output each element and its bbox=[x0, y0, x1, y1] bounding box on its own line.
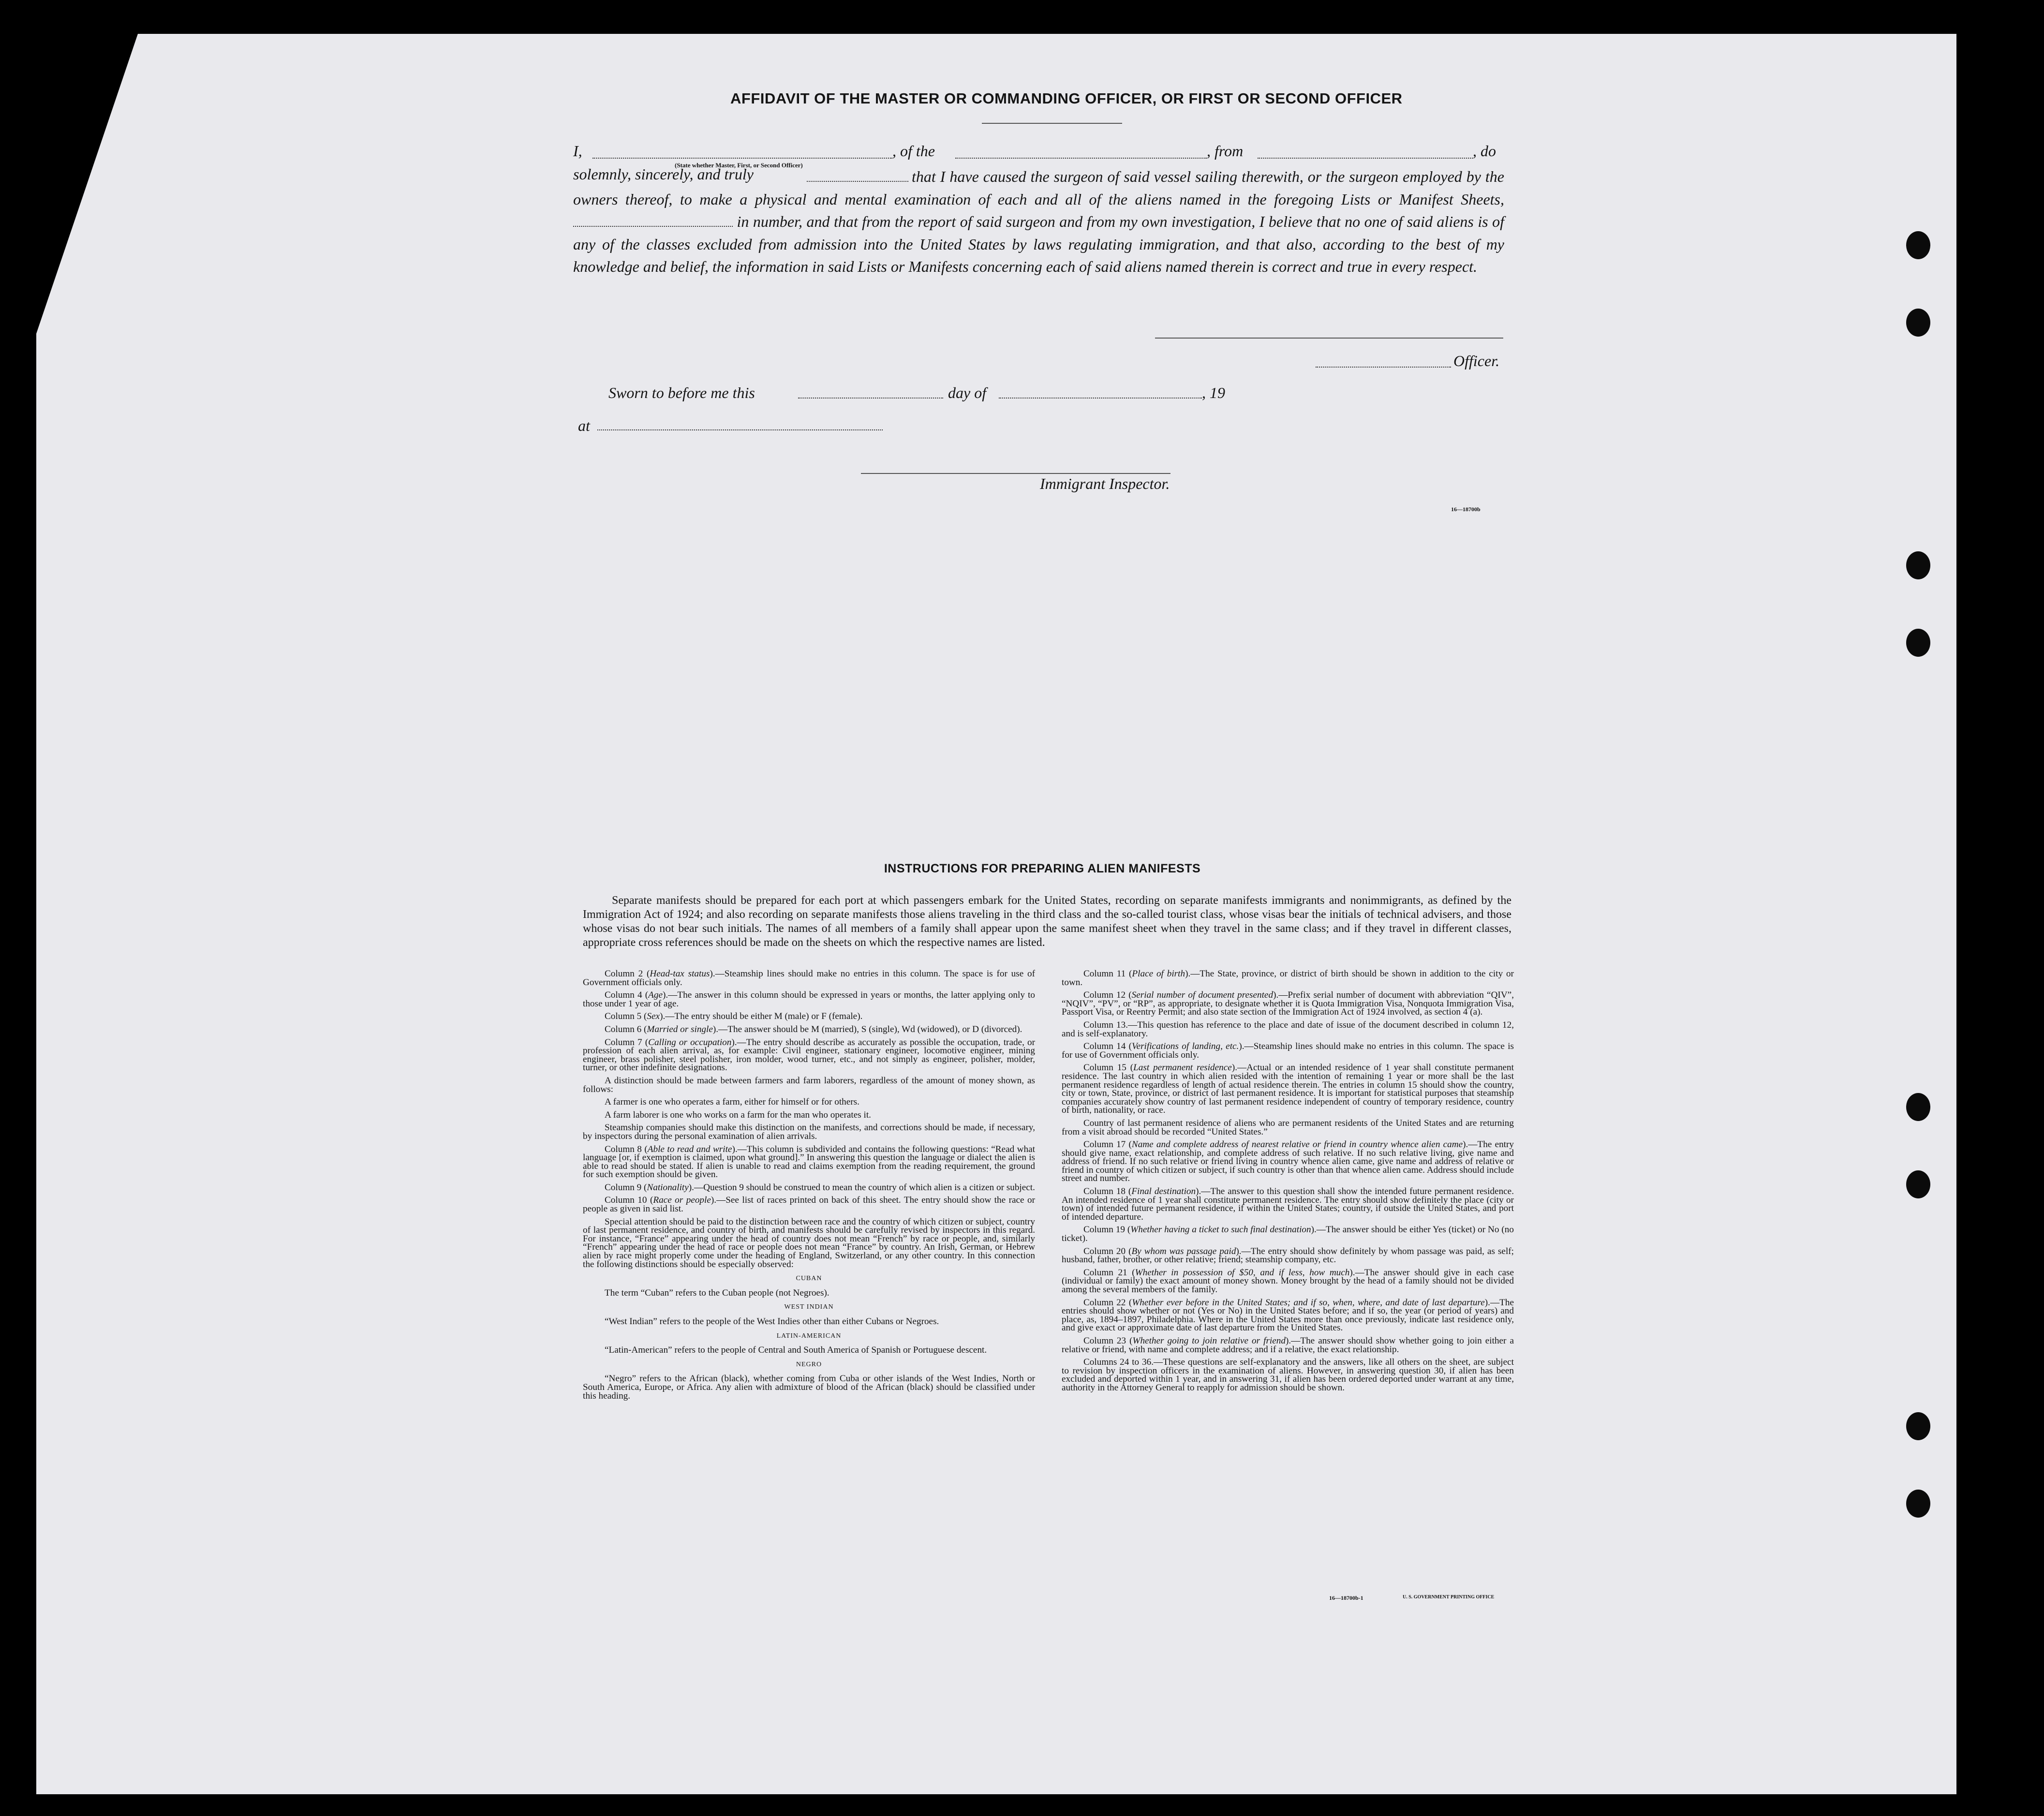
binder-hole bbox=[1906, 551, 1930, 579]
column-lead: Column 21 ( bbox=[1083, 1267, 1135, 1278]
instructions-title: INSTRUCTIONS FOR PREPARING ALIEN MANIFESTS bbox=[884, 862, 1201, 875]
column-text: ).—The answer to this question shall show the intended future permanent residence. An intended residence of 1 year shall constitute permanent residence. The entry should show definitely the place (city or town) of intended future permanent residence, if within the United States; country, if outside the United States, and port of intended departure. bbox=[1062, 1186, 1514, 1222]
instruction-paragraph bbox=[583, 970, 1035, 987]
sworn-text: Sworn to before me this bbox=[608, 384, 755, 401]
instruction-paragraph bbox=[583, 1123, 1035, 1140]
column-term: Serial number of document presented bbox=[1131, 990, 1274, 1001]
column-lead: Column 6 ( bbox=[605, 1024, 647, 1034]
instruction-paragraph bbox=[583, 1183, 1035, 1192]
column-term: Whether in possession of $50, and if less, how much bbox=[1135, 1267, 1350, 1278]
instruction-paragraph bbox=[1062, 1119, 1514, 1136]
instruction-paragraph bbox=[1062, 1358, 1514, 1392]
column-term: Nationality bbox=[647, 1182, 689, 1193]
column-text: ).—Steamship lines should make no entries in this column. The space is for use of Government officials only. bbox=[1062, 1041, 1514, 1060]
column-text: Steamship companies should make this distinction on the manifests, and corrections should be made, if necessary, by inspectors during the personal examination of alien arrivals. bbox=[583, 1122, 1035, 1141]
column-lead: Column 11 ( bbox=[1083, 969, 1132, 979]
column-text: A distinction should be made between farmers and farm laborers, regardless of the amount of money shown, as follows: bbox=[583, 1075, 1035, 1094]
instruction-paragraph bbox=[583, 1145, 1035, 1179]
column-term: Whether ever before in the United States; and if so, when, where, and date of last departure bbox=[1132, 1297, 1485, 1308]
column-text: —These questions are self-explanatory and the answers, like all others on the sheet, are subject to revision by inspection officers in the examination of aliens. However, in answering question 30, if alien has been excluded and deported within 1 year, and in answering 31, if alien has been ordered deported under warrant at any time, authority in the Attorney General to reapply for admission should be shown. bbox=[1062, 1357, 1514, 1393]
instruction-paragraph bbox=[583, 1012, 1035, 1021]
column-lead: Column 22 ( bbox=[1083, 1297, 1132, 1308]
column-term: Sex bbox=[647, 1011, 660, 1022]
column-lead: Column 9 ( bbox=[605, 1182, 647, 1193]
race-heading: NEGRO bbox=[796, 1360, 822, 1368]
column-text: ).—Actual or an intended residence of 1 year shall constitute permanent residence. The last country in which alien resided with the intention of remaining 1 year or more shall be the last permanent residence regardless of length of actual residence therein. The entries in column 15 should show the country, city or town, State, province, or district of last permanent residence. It is important for statistical purposes that steamship companies accurately show country of last permanent residence independent of country of temporary residence, country of birth, nationality, or race. bbox=[1062, 1063, 1514, 1116]
column-term: By whom was passage paid bbox=[1131, 1246, 1236, 1256]
column-term: Verifications of landing, etc. bbox=[1131, 1041, 1239, 1052]
column-lead: Column 23 ( bbox=[1083, 1335, 1133, 1346]
column-term: Able to read and write bbox=[647, 1144, 732, 1154]
instruction-paragraph bbox=[1062, 1247, 1514, 1264]
instruction-paragraph bbox=[1062, 970, 1514, 987]
column-term: Name and complete address of nearest relative or friend in country whence alien came bbox=[1131, 1139, 1463, 1150]
binder-hole bbox=[1906, 1170, 1930, 1198]
inspector-signature-line bbox=[861, 473, 1170, 474]
race-definition: “West Indian” refers to the people of the West Indies other than either Cubans or Negroes. bbox=[605, 1316, 939, 1327]
column-text: ).—The entry should be either M (male) or F (female). bbox=[660, 1011, 863, 1022]
binder-hole bbox=[1906, 629, 1930, 657]
binder-hole bbox=[1906, 309, 1930, 337]
officer-rank-blank bbox=[592, 158, 892, 159]
instruction-paragraph bbox=[583, 1111, 1035, 1120]
column-text: A farm laborer is one who works on a farm for the man who operates it. bbox=[605, 1109, 871, 1120]
sworn-place-blank bbox=[597, 429, 883, 430]
affidavit-body-part2: that I have caused the surgeon of said vessel sailing therewith, or the surgeon employed by the owners thereof, to make a physical and mental examination of each and all of the aliens named in the foregoing Lists or Manifest Sheets, bbox=[573, 168, 1504, 208]
column-lead: Column 5 ( bbox=[605, 1011, 647, 1022]
column-term: Race or people bbox=[653, 1195, 711, 1206]
sheet-count-blank bbox=[573, 214, 733, 227]
column-lead: Column 20 ( bbox=[1083, 1246, 1132, 1256]
instruction-paragraph bbox=[583, 1218, 1035, 1269]
column-text: ).—Steamship lines should make no entries in this column. The space is for use of Government officials only. bbox=[583, 969, 1035, 988]
column-term: Place of birth bbox=[1132, 969, 1185, 979]
state-whether-note: (State whether Master, First, or Second Officer) bbox=[675, 162, 803, 169]
column-text: ).—The entry should show definitely by whom passage was paid, as self; husband, father, brother, or other relative; friend; steamship company, etc. bbox=[1062, 1246, 1514, 1265]
column-term: Calling or occupation bbox=[648, 1037, 732, 1048]
column-text: ).—Question 9 should be construed to mean the country of which alien is a citizen or subject. bbox=[688, 1182, 1035, 1193]
race-heading: LATIN-AMERICAN bbox=[776, 1332, 842, 1340]
instruction-paragraph bbox=[583, 1077, 1035, 1093]
column-lead: Column 8 ( bbox=[605, 1144, 648, 1154]
column-term: Married or single bbox=[647, 1024, 713, 1034]
instruction-paragraph bbox=[583, 1098, 1035, 1107]
column-text: ).—The entries should show whether or not (Yes or No) in the United States before; and if so, the year (or period of years) and place, as, 1894–1897, Philadelphia. Where in the United States more than once previously, indicate last residence only, and give exact or approximate date of last departure from the United States. bbox=[1062, 1297, 1514, 1333]
column-lead: Column 17 ( bbox=[1083, 1139, 1132, 1150]
column-lead: Column 4 ( bbox=[605, 990, 649, 1001]
affidavit-i-label: I, bbox=[573, 142, 582, 160]
instructions-footer-code: 16—18700b-1 bbox=[1329, 1595, 1363, 1601]
column-lead: Column 10 ( bbox=[605, 1195, 653, 1206]
instructions-intro: Separate manifests should be prepared for each port at which passengers embark for the United States, recording on separate manifests immigrants and nonimmigrants, as defined by the Immigration Act of 1924; and also recording on separate manifests those aliens traveling in the third class and the so-called tourist class, whose visas bear the initials of technical advisers, and those whose visas do not bear such initials. The names of all members of a family shall appear upon the same manifest sheet when they travel in the same class; and if they travel in different classes, appropriate cross references should be made on the sheets on which the respective names are listed. bbox=[583, 894, 1511, 949]
column-text: ).—This column is subdivided and contains the following questions: “Read what language [or, if exemption is claimed, upon what ground].” In answering this question the language or dialect the alien is able to read should be stated. If alien is unable to read and claims exemption from the reading requirement, the ground for such exemption should be given. bbox=[583, 1144, 1035, 1180]
instruction-paragraph bbox=[583, 1025, 1035, 1034]
solemnly-text: solemnly, sincerely, and truly bbox=[573, 165, 754, 183]
instruction-paragraph bbox=[1062, 1021, 1514, 1038]
officer-signature-line bbox=[1155, 338, 1503, 339]
instruction-paragraph bbox=[1062, 1269, 1514, 1294]
year-prefix: , 19 bbox=[1202, 384, 1225, 401]
do-label: , do bbox=[1473, 142, 1496, 160]
column-text: —This question has reference to the place and date of issue of the document described in column 12, and is self-explanatory. bbox=[1062, 1019, 1514, 1039]
officer-title-blank bbox=[1316, 367, 1451, 368]
day-of-label: day of bbox=[948, 384, 987, 401]
inspector-label: Immigrant Inspector. bbox=[1040, 475, 1170, 492]
column-lead: Column 13. bbox=[1083, 1019, 1128, 1030]
column-lead: Column 7 ( bbox=[605, 1037, 649, 1048]
instruction-paragraph bbox=[1062, 1299, 1514, 1332]
column-text: Special attention should be paid to the distinction between race and the country of which citizen or subject, country of last permanent residence, and country of birth, and manifests should be carefully revised by inspectors in this regard. For instance, “France” appearing under the head of country does not mean “French” by race or people, and, similarly “French” appearing under the head of race or people does not mean “France” by country. An Irish, German, or Hebrew alien by race might properly come under the heading of England, Switzerland, or any other country. In this connection the following distinctions should be especially observed: bbox=[583, 1216, 1035, 1270]
race-definition: “Negro” refers to the African (black), whether coming from Cuba or other islands of the West Indies, North or South America, Europe, or Africa. Any alien with admixture of blood of the African (black) should be classified under this heading. bbox=[583, 1373, 1035, 1401]
column-text: A farmer is one who operates a farm, either for himself or for others. bbox=[605, 1097, 859, 1107]
at-label: at bbox=[578, 417, 590, 434]
instruction-paragraph bbox=[1062, 1187, 1514, 1221]
column-text: ).—The answer should give in each case (individual or family) the exact amount of money shown. Money brought by the head of a family should not be divided among the several members of the family. bbox=[1062, 1267, 1514, 1295]
affidavit-body bbox=[573, 165, 1504, 278]
race-definition: “Latin-American” refers to the people of Central and South America of Spanish or Portuguese descent. bbox=[605, 1345, 987, 1356]
column-lead: Column 19 ( bbox=[1083, 1225, 1131, 1235]
column-lead: Column 14 ( bbox=[1083, 1041, 1132, 1052]
instruction-paragraph bbox=[1062, 1337, 1514, 1354]
binder-hole bbox=[1906, 1412, 1930, 1440]
officer-label: Officer. bbox=[1453, 352, 1500, 369]
column-term: Age bbox=[648, 990, 663, 1001]
column-text: ).—The entry should describe as accurately as possible the occupation, trade, or profession of each alien arrival, as, for example: Civil engineer, stationary engineer, locomotive engineer, mining engineer, brass polisher, steel polisher, iron molder, wood turner, etc., and not simply as engineer, polisher, molder, turner, or other indefinite designations. bbox=[583, 1037, 1036, 1073]
binder-hole bbox=[1906, 1490, 1930, 1518]
affidavit-form-code: 16—18700b bbox=[1451, 506, 1481, 513]
affidavit-body-part3: in number, and that from the report of said surgeon and from my own investigation, I believe that no one of said aliens is of any of the classes excluded from admission into the United States by laws regulating immigration, and that also, according to the best of my knowledge and belief, the information in said Lists or Manifests concerning each of said aliens named therein is correct and true in every respect. bbox=[573, 213, 1505, 275]
column-term: Head-tax status bbox=[650, 969, 710, 979]
column-text: ).—Prefix serial number of document with abbreviation “QIV”, “NQIV”, “PV”, or “RP”, as appropriate, to designate whether it is Quota Immigration Visa, Nonquota Immigration Visa, Passport Visa, or Reentry Permit; and also state section of the Immigration Act of 1924 involved, as section 4 (a). bbox=[1062, 990, 1514, 1018]
column-term: Whether going to join relative or friend bbox=[1132, 1335, 1286, 1346]
column-lead: Column 12 ( bbox=[1083, 990, 1132, 1001]
column-text: ).—The State, province, or district of birth should be shown in addition to the city or town. bbox=[1062, 969, 1514, 988]
instruction-paragraph bbox=[583, 1196, 1035, 1213]
column-term: Last permanent residence bbox=[1133, 1063, 1232, 1073]
printer-imprint: U. S. GOVERNMENT PRINTING OFFICE bbox=[1403, 1595, 1495, 1600]
race-heading: WEST INDIAN bbox=[784, 1303, 834, 1311]
instructions-right-column bbox=[1062, 970, 1514, 1397]
instruction-paragraph bbox=[1062, 1140, 1514, 1183]
column-lead: Column 18 ( bbox=[1083, 1186, 1132, 1197]
instruction-paragraph bbox=[583, 991, 1035, 1008]
title-underline bbox=[982, 123, 1122, 124]
instruction-paragraph bbox=[1062, 1042, 1514, 1059]
column-text: Country of last permanent residence of aliens who are permanent residents of the United States and are returning from a visit abroad should be recorded “United States.” bbox=[1062, 1118, 1514, 1137]
instruction-paragraph bbox=[1062, 991, 1514, 1017]
column-lead: Column 2 ( bbox=[605, 969, 650, 979]
sworn-day-blank bbox=[798, 398, 943, 399]
sworn-month-blank bbox=[999, 398, 1202, 399]
column-lead: Columns 24 to 36. bbox=[1083, 1357, 1154, 1368]
column-text: ).—The answer should be M (married), S (single), Wd (widowed), or D (divorced). bbox=[712, 1024, 1022, 1034]
column-lead: Column 15 ( bbox=[1083, 1063, 1134, 1073]
column-text: ).—The answer should show whether going to join either a relative or friend, with name and complete address; and if a relative, the exact relationship. bbox=[1062, 1335, 1514, 1355]
from-label: , from bbox=[1207, 142, 1244, 160]
column-text: ).—The answer in this column should be expressed in years or months, the latter applying only to those under 1 year of age. bbox=[583, 990, 1035, 1009]
column-term: Final destination bbox=[1131, 1186, 1196, 1197]
column-text: ).—See list of races printed on back of this sheet. The entry should show the race or people as given in said list. bbox=[583, 1195, 1035, 1214]
binder-hole bbox=[1906, 1093, 1930, 1121]
instruction-paragraph bbox=[1062, 1225, 1514, 1242]
column-text: ).—The answer should be either Yes (ticket) or No (no ticket). bbox=[1062, 1225, 1514, 1244]
of-the-label: , of the bbox=[892, 142, 935, 160]
instruction-paragraph bbox=[583, 1038, 1035, 1072]
binder-hole bbox=[1906, 231, 1930, 259]
column-text: ).—The entry should give name, exact relationship, and complete address of such relative. If no such relative living, give name and address of friend. If no such relative or friend living in country whence alien came, give name and address of relative or friend in country of which citizen or subject, if such country is other than that whence alien came. Address should include street and number. bbox=[1062, 1139, 1514, 1184]
race-definition: The term “Cuban” refers to the Cuban people (not Negroes). bbox=[605, 1287, 829, 1298]
race-heading: CUBAN bbox=[796, 1275, 822, 1283]
affidavit-title: AFFIDAVIT OF THE MASTER OR COMMANDING OFFICER, OR FIRST OR SECOND OFFICER bbox=[730, 90, 1403, 107]
column-term: Whether having a ticket to such final destination bbox=[1130, 1225, 1311, 1235]
instructions-left-column bbox=[583, 970, 1035, 1404]
instruction-paragraph bbox=[1062, 1063, 1514, 1115]
vessel-name-blank bbox=[955, 158, 1207, 159]
departure-port-blank bbox=[1258, 158, 1473, 159]
